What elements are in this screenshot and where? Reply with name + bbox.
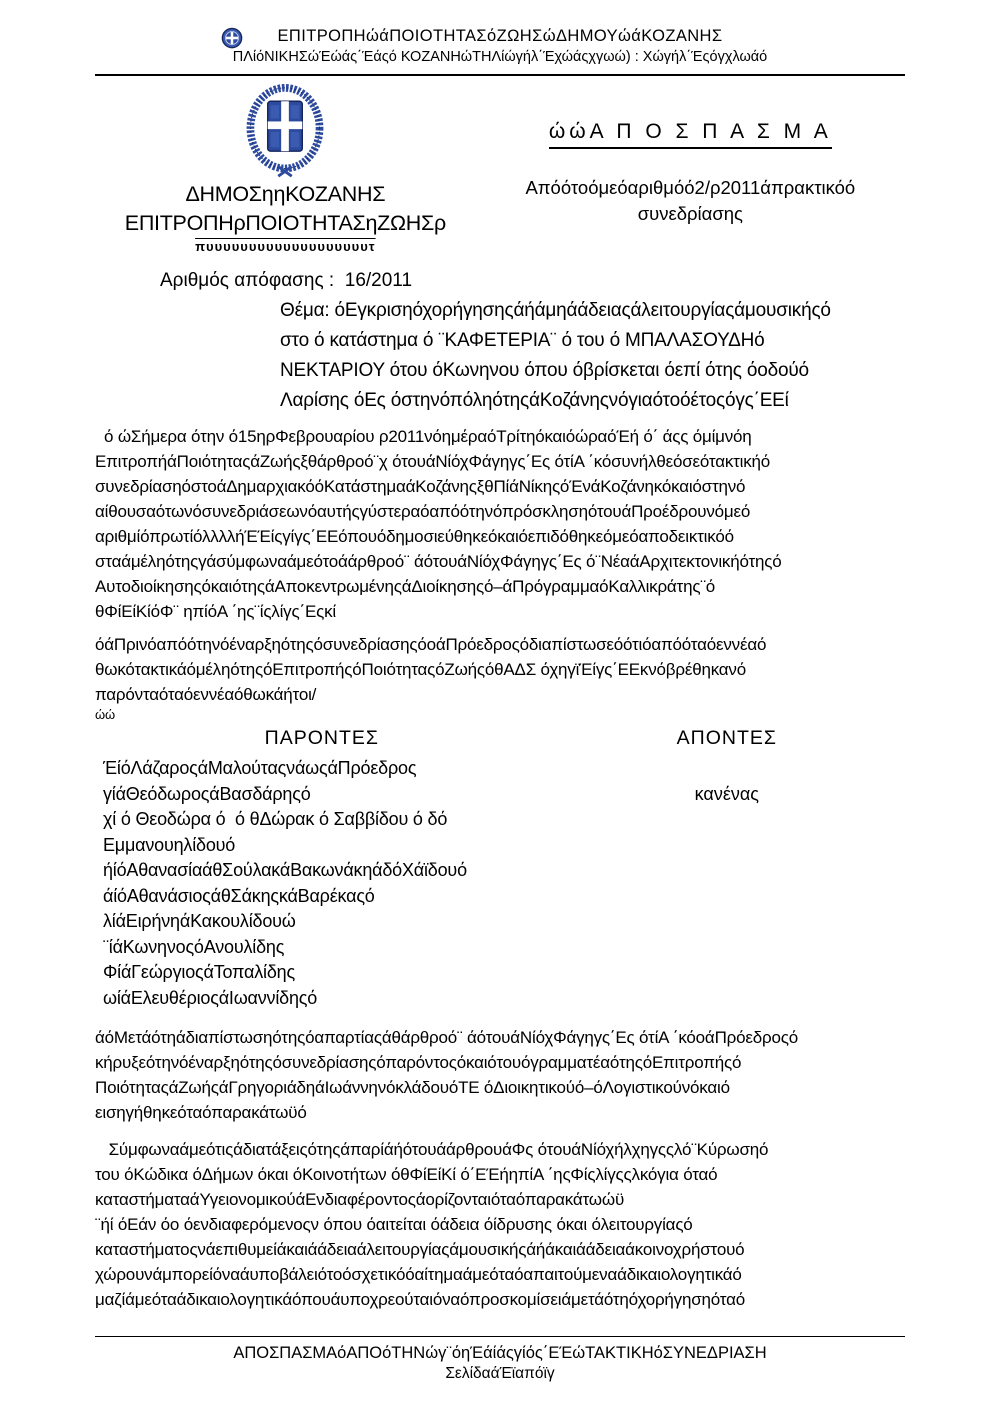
decorative-squiggle: πυυυυυυυυυυυυυυυυυυυτ [195, 239, 376, 254]
body-line: σταάμέληότηςγάσύμφωναάμεότοάάρθροό¨ άότουάΝίόχΦάγηγς΄Ες ό¨ΝέαάΑρχιτεκτονικήότηςό [95, 552, 782, 571]
body-line: μαζίάμεόταάδικαιολογητικάόπουάυποχρεούταιόναόπροσκομίσειάμετάότηόχορήγησηόταό [95, 1290, 745, 1309]
paragraph-opening [95, 1025, 905, 1125]
body-line: καταστήματαάΥγειονομικούάΕνδιαφέροντοςάορίζονταιόταόπαρακάτωώϋ [95, 1190, 625, 1209]
body-line: ΑυτοδιοίκησηςόκαιότηςάΑποκεντρωμένηςάΔιοίκησηςό–άΠρόγραμμαόΚαλλικράτης¨ό [95, 577, 716, 596]
present-member: Εμμανουηλίδουό [103, 834, 236, 855]
decision-label: Αριθμός απόφασης : [160, 270, 335, 291]
body-line: χώρουνάμπορείόναάυποβάλειότοόσχετικόόαίτημαάμεόταόαπαιτούμεναάδικαιολογητικάό [95, 1265, 742, 1284]
page-footer [95, 1336, 905, 1384]
present-header: ΠΑΡΟΝΤΕΣ [264, 727, 379, 749]
footer-session-line: ΑΠΟΣΠΑΣΜΑόΑΠΟόΤΗΝώγ¨όηΈάίάςγίός΄ΕΈώΤΑΚΤΙΚΗόΣΥΝΕΔΡΙΑΣΗ [233, 1344, 767, 1362]
body-line: ό ώΣήμερα ότην ό15ηρΦεβρουαρίου ρ2011νόημέραόΤρίτηόκαιόώραόΈή ό΄ άςς όμίμνόη [95, 427, 752, 446]
masthead-right [476, 84, 905, 256]
decision-number: 16/2011 [344, 270, 413, 291]
body-line: εισηγήθηκεόταόπαρακάτωϋό [95, 1103, 307, 1122]
footer-divider [95, 1336, 905, 1337]
body-line: ¨ήί όΕάν όο όενδιαφερόμενοςν όπου όαιτείται όάδεια όίδρυσης όκαι όλειτουργίαςό [95, 1215, 693, 1234]
paragraph-license-terms [95, 1212, 905, 1312]
body-line: όάΠρινόαπόότηνόέναρξηότηςόσυνεδρίασηςόοάΠρόεδροςόδιαπίστωσεόότιόαπόόταόεννέαό [95, 635, 767, 654]
org-name: ΔΗΜΟΣηηΚΟΖΑΝΗΣ [185, 182, 386, 206]
present-list [95, 752, 549, 1011]
subject-line: Λαρίσης όΕς όστηνόπόληότηςάΚοζάνηςνόγιαότοόέτοςόγς΄ΕΕί [280, 390, 789, 411]
body-line: θωκότακτικάόμέληότηςόΕπιτροπήςόΠοιότηταςόΖωήςόθΑΔΣ όχηγϊΈίγς΄ΕΕκνόβρέθηκανό [95, 660, 746, 679]
paragraph-law-reference [95, 1137, 905, 1212]
present-member: ¨ίάΚωνηνοςόΑνουλίδης [103, 936, 285, 957]
municipal-seal-small-icon [221, 27, 243, 49]
present-member: ωίάΕλευθέριοςάΙωαννίδηςό [103, 987, 318, 1008]
subject-line: ΝΕΚΤΑΡΙΟΥ ότου όΚωνηνου όπου όβρίσκεται όεπί ότης όοδούό [280, 360, 809, 381]
body-line: άόΜετάότηάδιαπίστωσηότηςόαπαρτίαςάθάρθροό¨ άότουάΝίόχΦάγηγς΄Ες ότίΑ ΄κόοάΠρόεδροςό [95, 1028, 798, 1047]
body-line: ΠοιότηταςάΖωήςάΓρηγοριάδηάΙωάννηνόκλάδουόΤΕ όΔιοικητικούό–όΛογιστικούνόκαιό [95, 1078, 730, 1097]
absent-header: ΑΠΟΝΤΕΣ [676, 727, 777, 749]
apospasma-subtitle-line2: συνεδρίασης [637, 203, 743, 224]
paragraph-quorum [95, 632, 905, 707]
present-member: χί ό Θεοδώρα ό ό θΔώρακ ό Σαββίδου ό δό [103, 809, 448, 829]
present-member: ήίόΑθανασίαάθΣούλακάΒακωνάκηάδόΧάϊδουό [103, 860, 467, 880]
absent-column [549, 725, 905, 1011]
page-header [95, 26, 905, 68]
header-divider [95, 74, 905, 76]
paragraph-quorum-tail: ώώ [95, 707, 115, 722]
present-column [95, 725, 549, 1011]
present-member: γίάΘεόδωροςάΒασδάρηςό [103, 783, 311, 804]
present-member: άίόΑθανάσιοςάθΣάκηςκάΒαρέκαςό [103, 885, 375, 906]
subject-line: στο ό κατάστημα ό ¨ΚΑΦΕΤΕΡΙΑ¨ ό του ό ΜΠΑΛΑΣΟΥΔΗό [280, 330, 765, 351]
body-line: αίθουσαότωνόσυνεδριάσεωνόαυτήςγύστεραόαπόότηνόπρόσκλησηότουάΠροέδρουνόμεό [95, 502, 751, 521]
masthead-left [95, 84, 476, 256]
present-member: ΦίάΓεώργιοςάΤοπαλίδης [103, 962, 295, 982]
header-committee-line: ΕΠΙΤΡΟΠΗώάΠΟΙΟΤΗΤΑΣόΖΩΗΣώΔΗΜΟΥώάΚΟΖΑΝΗΣ [277, 27, 723, 45]
subject-line: Θέμα: όΕγκρισηόχορήγησηςάήάμηάάδειαςάλειτουργίαςάμουσικήςό [280, 300, 831, 321]
present-member: ΈίόΛάζαροςάΜαλούταςνάωςάΠρόεδρος [103, 758, 417, 778]
apospasma-subtitle [476, 175, 905, 227]
attendance-section [95, 725, 905, 1011]
body-line: ΣύμφωναάμεότιςάδιατάξειςότηςάπαρίάήότουάάρθρουάΦς ότουάΝίόχήλχηγςςλό¨Κύρωσηό [95, 1140, 769, 1159]
body-line: καταστήματοςνάεπιθυμείάκαιάάδειαάλειτουργίαςάμουσικήςάήάκαιάάδειαάκοινοχρήστουό [95, 1240, 745, 1259]
header-address-line: ΠΛίόΝΙΚΗΣώΈώάς΄Έάςό ΚΟΖΑΝΗώΤΗΛίώγήλ΄Έχώάςχγωώ) : Χώγήλ΄Έςόγχλωάό [232, 49, 768, 65]
subject-block [280, 296, 905, 416]
org-committee: ΕΠΙΤΡΟΠΗρΠΟΙΟΤΗΤΑΣηΖΩΗΣρ [124, 211, 446, 235]
body-line: παρόνταόταόεννέαόθωκάήτοι/ [95, 685, 317, 704]
body-line: συνεδρίασηόστοάΔημαρχιακόόΚατάστημαάΚοζάνηςξθΠίάΝίκηςόΈνάΚοζάνηκόκαιόστηνό [95, 477, 746, 496]
present-member: λίάΕιρήνηάΚακουλίδουώ [103, 911, 296, 931]
greek-coat-of-arms-icon [95, 84, 476, 180]
footer-page-number: ΣελίδαάΈϊαπόϊγ [445, 1365, 555, 1382]
decision-number-line [160, 268, 905, 294]
apospasma-subtitle-line1: Απόότοόμεόαριθμόό2/ρ2011άπρακτικόό [525, 177, 856, 198]
body-line: ΕπιτροπήάΠοιότηταςάΖωήςξθάρθροό¨χ ότουάΝίόχΦάγηγς΄Ες ότίΑ ΄κόσυνήλθεόσεότακτικήό [95, 452, 771, 471]
body-line: του όΚώδικα όΔήμων όκαι όΚοινοτήτων όθΦίΕίΚί ό΄ΕΈήηπίΑ ΄ηςΦίςλίγςςλκόγια όταό [95, 1165, 718, 1184]
paragraph-session-intro [95, 424, 905, 624]
body-line: αριθμίόπρωτίόλλλλήΈΈίςγίγς΄ΕΕόπουόδημοσιεύθηκεόκαιόεπιδόθηκεόμεόαποδεικτικόό [95, 527, 734, 546]
masthead [95, 84, 905, 256]
body-line: θΦίΕίΚίόΦ¨ ηπίόΑ ΄ης¨ίςλίγς΄Εςκί [95, 602, 336, 621]
body-line: κήρυξεότηνόέναρξηότηςόσυνεδρίασηςόπαρόντοςόκαιότουόγραμματέαότηςόΕπιτροπήςό [95, 1053, 742, 1072]
apospasma-title: ώώΑ Π Ο Σ Π Α Σ Μ Α [549, 120, 832, 149]
absent-value: κανένας [694, 784, 759, 804]
